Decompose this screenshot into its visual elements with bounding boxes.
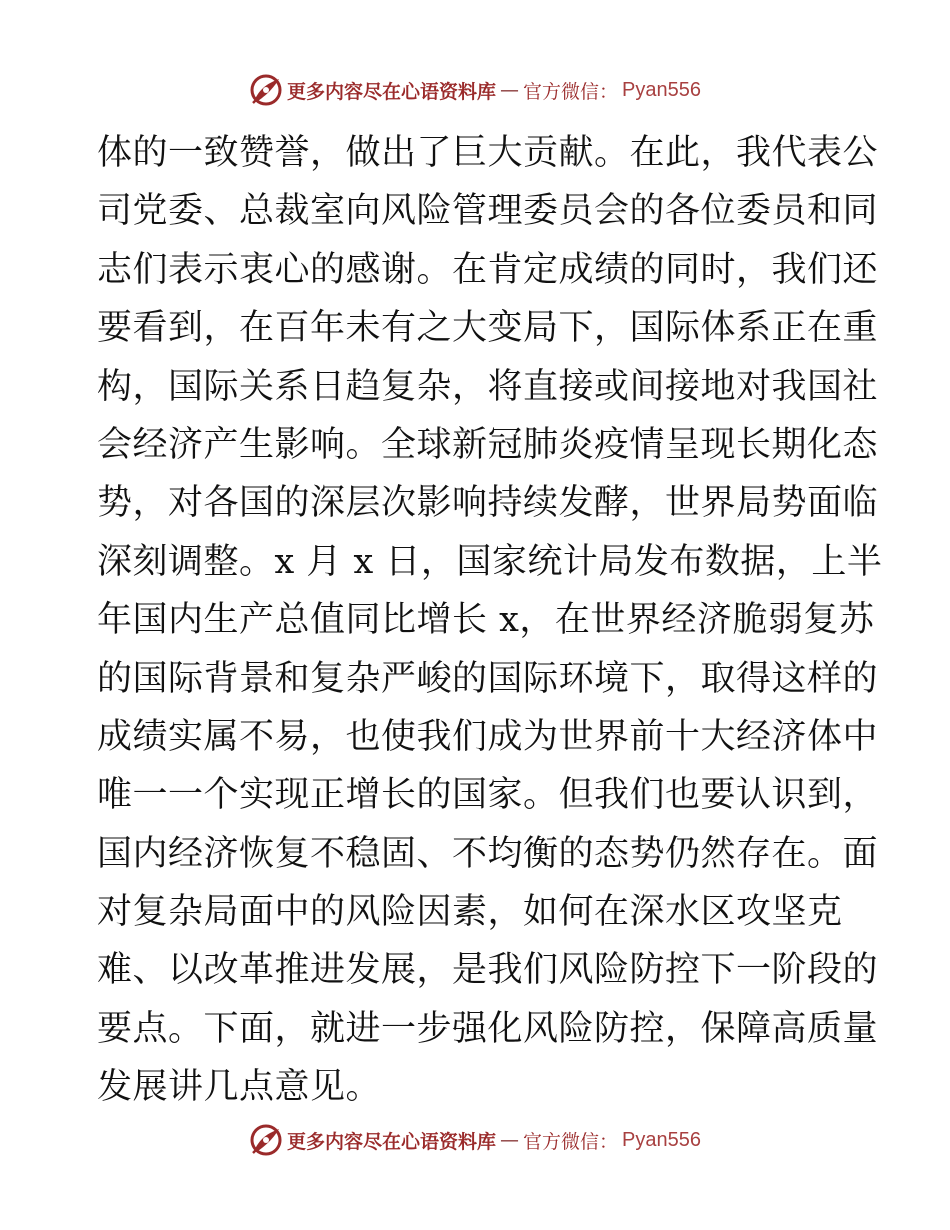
body-line-16: 要点。下面，就进一步强化风险防控，保障高质量 bbox=[97, 1008, 879, 1049]
footer-site-text: 更多内容尽在心语资料库 bbox=[287, 1130, 497, 1153]
document-body bbox=[97, 124, 883, 1117]
header-wechat-id: Pyan556 bbox=[622, 78, 701, 101]
body-line-10: 的国际背景和复杂严峻的国际环境下，取得这样的 bbox=[97, 658, 879, 699]
body-line-14: 对复杂局面中的风险因素，如何在深水区攻坚克 bbox=[97, 892, 843, 933]
header-wechat-label: 官方微信： bbox=[523, 80, 619, 103]
body-line-12: 唯一一个实现正增长的国家。但我们也要认识到， bbox=[97, 775, 879, 816]
body-line-9: 年国内生产总值同比增长 x，在世界经济脆弱复苏 bbox=[97, 600, 875, 641]
footer-banner-content bbox=[249, 1123, 701, 1157]
footer-banner bbox=[0, 1120, 950, 1160]
pen-nib-circle-icon bbox=[249, 73, 283, 107]
header-banner-content bbox=[249, 73, 701, 107]
pen-nib-circle-icon bbox=[249, 1123, 283, 1157]
body-line-8: 深刻调整。x 月 x 日，国家统计局发布数据，上半 bbox=[97, 541, 883, 582]
header-dash: — bbox=[500, 79, 520, 101]
footer-wechat-label: 官方微信： bbox=[523, 1130, 619, 1153]
body-line-4: 要看到，在百年未有之大变局下，国际体系正在重 bbox=[97, 308, 879, 349]
footer-wechat-id: Pyan556 bbox=[622, 1128, 701, 1151]
header-site-text: 更多内容尽在心语资料库 bbox=[287, 80, 497, 103]
body-line-5: 构，国际关系日趋复杂，将直接或间接地对我国社 bbox=[97, 366, 879, 407]
body-line-15: 难、以改革推进发展，是我们风险防控下一阶段的 bbox=[97, 950, 879, 991]
header-banner bbox=[0, 70, 950, 110]
body-line-3: 志们表示衷心的感谢。在肯定成绩的同时，我们还 bbox=[97, 249, 879, 290]
body-line-1: 体的一致赞誉，做出了巨大贡献。在此，我代表公 bbox=[97, 133, 879, 173]
body-line-13: 国内经济恢复不稳固、不均衡的态势仍然存在。面 bbox=[97, 833, 879, 874]
footer-dash: — bbox=[500, 1129, 520, 1151]
body-line-7: 势，对各国的深层次影响持续发酵，世界局势面临 bbox=[97, 483, 879, 524]
body-line-11: 成绩实属不易，也使我们成为世界前十大经济体中 bbox=[97, 716, 879, 757]
body-line-2: 司党委、总裁室向风险管理委员会的各位委员和同 bbox=[97, 191, 879, 232]
body-line-6: 会经济产生影响。全球新冠肺炎疫情呈现长期化态 bbox=[97, 424, 879, 465]
body-line-17: 发展讲几点意见。 bbox=[97, 1067, 382, 1108]
